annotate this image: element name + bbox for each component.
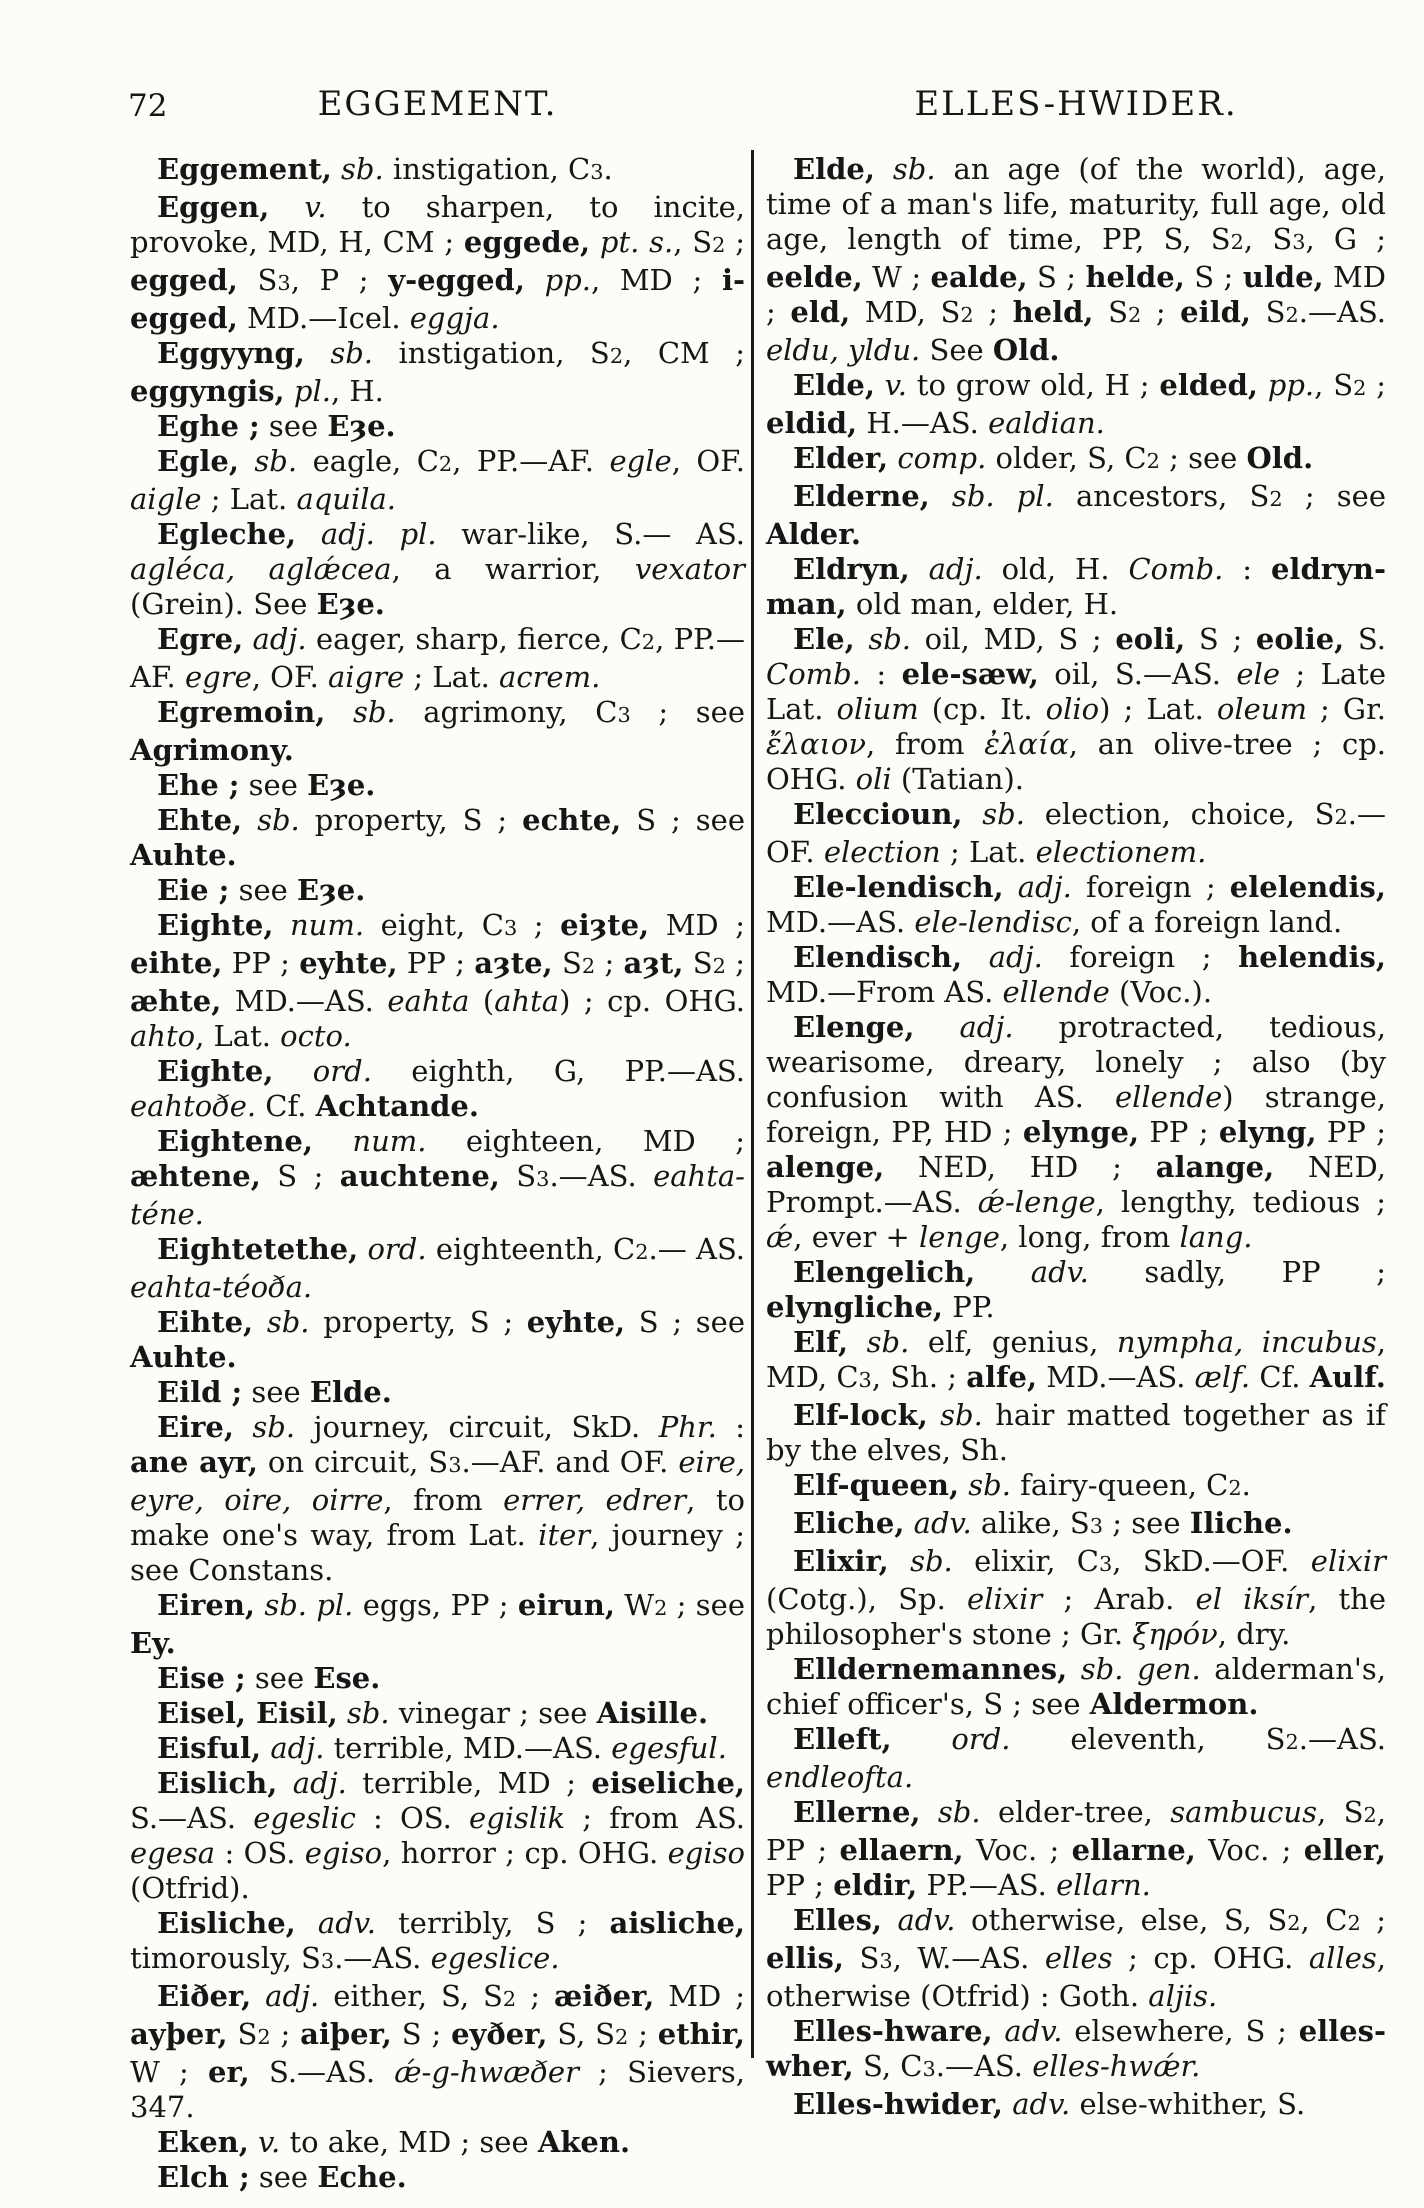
dictionary-entry: Eldryn, adj. old, H. Comb. : eldryn-man, old man, elder, H. <box>766 552 1386 621</box>
running-head-right: ELLES-HWIDER. <box>914 84 1238 124</box>
dictionary-entry: Eghe ; see Eȝe. <box>157 409 396 443</box>
dictionary-entry: Ellerne, sb. elder-tree, sambucus, S2, PP ; ellaern, Voc. ; ellarne, Voc. ; eller, PP ; eldir, PP.—AS. ellarn. <box>766 1795 1386 1902</box>
dictionary-entry: Elde, sb. an age (of the world), age, time of a man's life, maturity, full age, old age, length of time, PP, S, S2, S3, G ; eelde, W ; ealde, S ; helde, S ; ulde, MD ; eld, MD, S2 ; held, S2 ; eild, S2.—AS. eldu, yldu. See Old. <box>766 152 1386 367</box>
column-divider <box>751 150 754 2058</box>
right-column <box>766 152 1386 2122</box>
dictionary-entry: Egleche, adj. pl. war-like, S.— AS. agléca, aglǽcea, a warrior, vexator (Grein). See Eȝe. <box>130 517 745 621</box>
dictionary-entry: Eise ; see Ese. <box>157 1661 381 1695</box>
dictionary-entry: Elch ; see Eche. <box>157 2160 407 2194</box>
dictionary-entry: Eiðer, adj. either, S, S2 ; æiðer, MD ; ayþer, S2 ; aiþer, S ; eyðer, S, S2 ; ethir, W ; er, S.—AS. ǽ-g-hwæðer ; Sievers, 347. <box>130 1979 745 2124</box>
dictionary-entry: Ele, sb. oil, MD, S ; eoli, S ; eolie, S. Comb. : ele-sæw, oil, S.—AS. ele ; Late Lat. olium (cp. It. olio) ; Lat. oleum ; Gr. ἔλαιον, from ἐλαία, an olive-tree ; cp. OHG. oli (Tatian). <box>766 622 1386 796</box>
dictionary-entry: Eighte, ord. eighth, G, PP.—AS. eahtoðe. Cf. Achtande. <box>130 1054 745 1123</box>
dictionary-entry: Eie ; see Eȝe. <box>157 873 366 907</box>
dictionary-entry: Eire, sb. journey, circuit, SkD. Phr. : ane ayr, on circuit, S3.—AF. and OF. eire, eyre, oire, oirre, from errer, edrer, to make one's way, from Lat. iter, journey ; see Constans. <box>130 1410 746 1587</box>
dictionary-entry: Eislich, adj. terrible, MD ; eiseliche, S.—AS. egeslic : OS. egislik ; from AS. egesa : OS. egiso, horror ; cp. OHG. egiso (Otfrid). <box>130 1766 745 1905</box>
dictionary-entry: Egle, sb. eagle, C2, PP.—AF. egle, OF. aigle ; Lat. aquila. <box>130 444 745 516</box>
dictionary-entry: Elles, adv. otherwise, else, S, S2, C2 ; ellis, S3, W.—AS. elles ; cp. OHG. alles, otherwise (Otfrid) : Goth. aljis. <box>766 1903 1386 2013</box>
dictionary-entry: Elf, sb. elf, genius, nympha, incubus, MD, C3, Sh. ; alfe, MD.—AS. ælf. Cf. Aulf. <box>766 1325 1386 1394</box>
dictionary-entry: Eggen, v. to sharpen, to incite, provoke, MD, H, CM ; eggede, pt. s., S2 ; egged, S3, P ; y-egged, pp., MD ; i-egged, MD.—Icel. eggja. <box>130 190 745 335</box>
dictionary-entry: Eild ; see Elde. <box>157 1375 392 1409</box>
dictionary-entry: Ele-lendisch, adj. foreign ; elelendis, MD.—AS. ele-lendisc, of a foreign land. <box>766 870 1386 939</box>
dictionary-entry: Elf-queen, sb. fairy-queen, C2. <box>793 1468 1251 1502</box>
dictionary-entry: Elf-lock, sb. hair matted together as if by the elves, Sh. <box>766 1398 1386 1467</box>
dictionary-entry: Eggyyng, sb. instigation, S2, CM ; eggyngis, pl., H. <box>130 336 745 408</box>
dictionary-entry: Elleft, ord. eleventh, S2.—AS. endleofta. <box>766 1722 1386 1794</box>
dictionary-entry: Elenge, adj. protracted, tedious, wearisome, dreary, lonely ; also (by confusion with AS. ellende) strange, foreign, PP, HD ; elynge, PP ; elyng, PP ; alenge, NED, HD ; alange, NED, Prompt.—AS. ǽ-lenge, lengthy, tedious ; ǽ, ever + lenge, long, from lang. <box>766 1010 1387 1254</box>
dictionary-entry: Elengelich, adv. sadly, PP ; elyngliche, PP. <box>766 1255 1387 1324</box>
dictionary-entry: Elldernemannes, sb. gen. alderman's, chief officer's, S ; see Aldermon. <box>766 1652 1386 1721</box>
dictionary-entry: Eisful, adj. terrible, MD.—AS. egesful. <box>157 1731 727 1765</box>
dictionary-entry: Elixir, sb. elixir, C3, SkD.—OF. elixir (Cotg.), Sp. elixir ; Arab. el iksír, the philosopher's stone ; Gr. ξηρόν, dry. <box>766 1544 1386 1651</box>
dictionary-entry: Eightene, num. eighteen, MD ; æhtene, S ; auchtene, S3.—AS. eahta-téne. <box>130 1124 745 1231</box>
dictionary-entry: Egre, adj. eager, sharp, fierce, C2, PP.—AF. egre, OF. aigre ; Lat. acrem. <box>130 622 745 694</box>
running-head-left: EGGEMENT. <box>317 84 558 124</box>
dictionary-entry: Eighte, num. eight, C3 ; eiȝte, MD ; eihte, PP ; eyhte, PP ; aȝte, S2 ; aȝt, S2 ; æhte, MD.—AS. eahta (ahta) ; cp. OHG. ahto, Lat. octo. <box>130 908 746 1053</box>
dictionary-entry: Elder, comp. older, S, C2 ; see Old. <box>793 441 1314 475</box>
dictionary-entry: Elde, v. to grow old, H ; elded, pp., S2 ; eldid, H.—AS. ealdian. <box>766 368 1386 440</box>
page-number: 72 <box>128 88 168 124</box>
dictionary-entry: Ehe ; see Eȝe. <box>157 768 376 802</box>
dictionary-entry: Ehte, sb. property, S ; echte, S ; see Auhte. <box>130 803 745 872</box>
dictionary-entry: Eggement, sb. instigation, C3. <box>157 152 613 186</box>
dictionary-entry: Elles-hwider, adv. else-whither, S. <box>793 2087 1306 2121</box>
dictionary-entry: Eightetethe, ord. eighteenth, C2.— AS. eahta-téoða. <box>130 1232 746 1304</box>
dictionary-entry: Elles-hware, adv. elsewhere, S ; elles-wher, S, C3.—AS. elles-hwǽr. <box>766 2014 1387 2083</box>
dictionary-entry: Eleccioun, sb. election, choice, S2.—OF. election ; Lat. electionem. <box>766 797 1386 869</box>
dictionary-entry: Elendisch, adj. foreign ; helendis, MD.—From AS. ellende (Voc.). <box>766 940 1386 1009</box>
dictionary-entry: Eihte, sb. property, S ; eyhte, S ; see Auhte. <box>130 1305 746 1374</box>
dictionary-entry: Eliche, adv. alike, S3 ; see Iliche. <box>793 1506 1293 1540</box>
dictionary-entry: Eiren, sb. pl. eggs, PP ; eirun, W2 ; see Ey. <box>130 1588 745 1660</box>
dictionary-entry: Eisliche, adv. terribly, S ; aisliche, timorously, S3.—AS. egeslice. <box>130 1906 745 1975</box>
left-column <box>130 152 745 2195</box>
dictionary-entry: Eisel, Eisil, sb. vinegar ; see Aisille. <box>157 1696 709 1730</box>
dictionary-entry: Elderne, sb. pl. ancestors, S2 ; see Alder. <box>766 479 1386 551</box>
dictionary-entry: Egremoin, sb. agrimony, C3 ; see Agrimony. <box>130 695 745 767</box>
dictionary-entry: Eken, v. to ake, MD ; see Aken. <box>157 2125 631 2159</box>
